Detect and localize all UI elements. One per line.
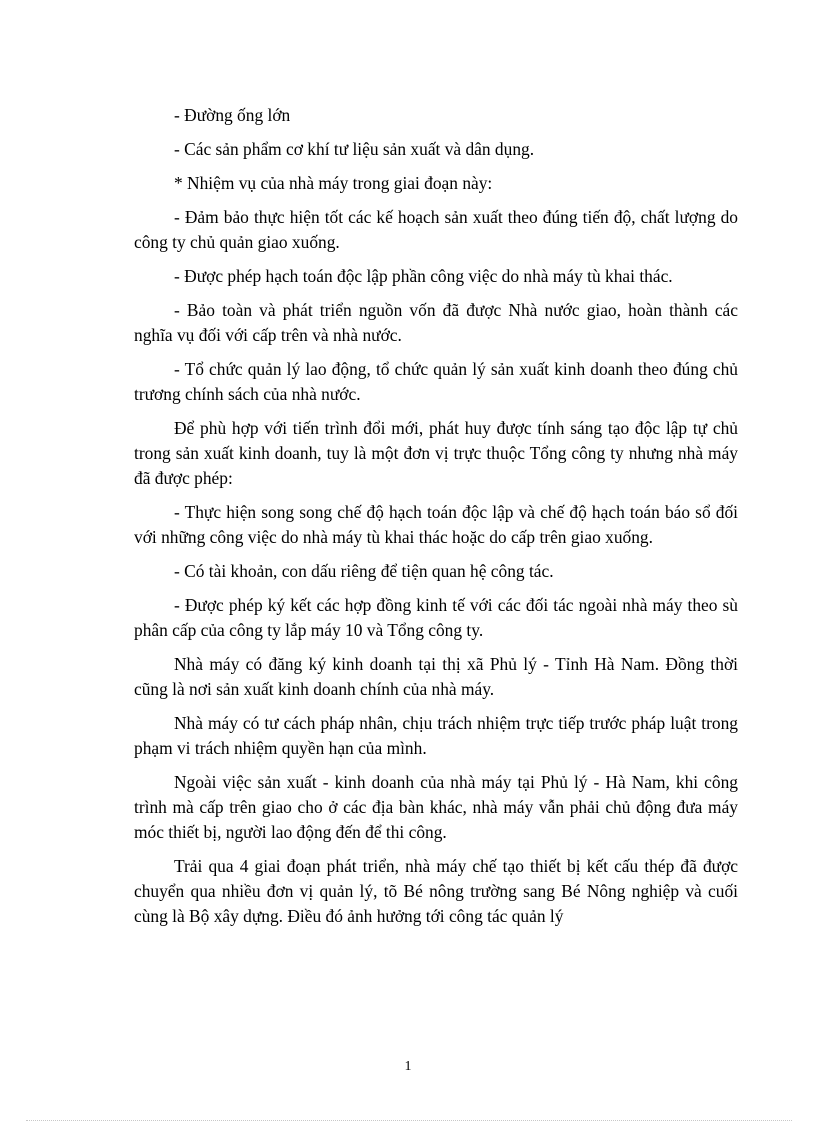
paragraph: - Thực hiện song song chế độ hạch toán độc lập và chế độ hạch toán báo sổ đối với những công việc do nhà máy tù khai thác hoặc do cấp trên giao xuống. bbox=[134, 502, 738, 547]
paragraph: - Đường ống lớn bbox=[174, 105, 291, 125]
paragraph: - Được phép hạch toán độc lập phần công việc do nhà máy tù khai thác. bbox=[174, 266, 673, 286]
paragraph: - Các sản phẩm cơ khí tư liệu sản xuất và dân dụng. bbox=[174, 139, 535, 159]
paragraph: - Được phép ký kết các hợp đồng kinh tế với các đối tác ngoài nhà máy theo sù phân cấp của công ty lắp máy 10 và Tổng công ty. bbox=[134, 595, 738, 640]
paragraph: Nhà máy có tư cách pháp nhân, chịu trách nhiệm trực tiếp trước pháp luật trong phạm vi trách nhiệm quyền hạn của mình. bbox=[134, 713, 738, 758]
page-number: 1 bbox=[404, 1059, 412, 1074]
paragraph: * Nhiệm vụ của nhà máy trong giai đoạn này: bbox=[174, 173, 493, 193]
paragraph: Trải qua 4 giai đoạn phát triển, nhà máy chế tạo thiết bị kết cấu thép đã được chuyển qua nhiều đơn vị quản lý, tõ Bé nông trường sang Bé Nông nghiệp và cuối cùng là Bộ xây dựng. Điều đó ảnh hưởng tới công tác quản lý bbox=[134, 856, 738, 926]
paragraph: Nhà máy có đăng ký kinh doanh tại thị xã Phủ lý - Tỉnh Hà Nam. Đồng thời cũng là nơi sản xuất kinh doanh chính của nhà máy. bbox=[134, 654, 738, 699]
paragraph: - Bảo toàn và phát triển nguồn vốn đã được Nhà nước giao, hoàn thành các nghĩa vụ đối với cấp trên và nhà nước. bbox=[134, 300, 738, 345]
page-bottom-divider bbox=[26, 1120, 792, 1121]
document-body bbox=[134, 103, 738, 938]
paragraph: - Đảm bảo thực hiện tốt các kế hoạch sản xuất theo đúng tiến độ, chất lượng do công ty chủ quản giao xuống. bbox=[134, 207, 738, 252]
paragraph: - Có tài khoản, con dấu riêng để tiện quan hệ công tác. bbox=[174, 561, 554, 581]
paragraph: Ngoài việc sản xuất - kinh doanh của nhà máy tại Phủ lý - Hà Nam, khi công trình mà cấp trên giao cho ở các địa bàn khác, nhà máy vẫn phải chủ động đưa máy móc thiết bị, người lao động đến để thi công. bbox=[134, 772, 738, 842]
paragraph: - Tổ chức quản lý lao động, tổ chức quản lý sản xuất kinh doanh theo đúng chủ trương chính sách của nhà nước. bbox=[134, 359, 738, 404]
paragraph: Để phù hợp với tiến trình đổi mới, phát huy được tính sáng tạo độc lập tự chủ trong sản xuất kinh doanh, tuy là một đơn vị trực thuộc Tổng công ty nhưng nhà máy đã được phép: bbox=[134, 418, 738, 488]
